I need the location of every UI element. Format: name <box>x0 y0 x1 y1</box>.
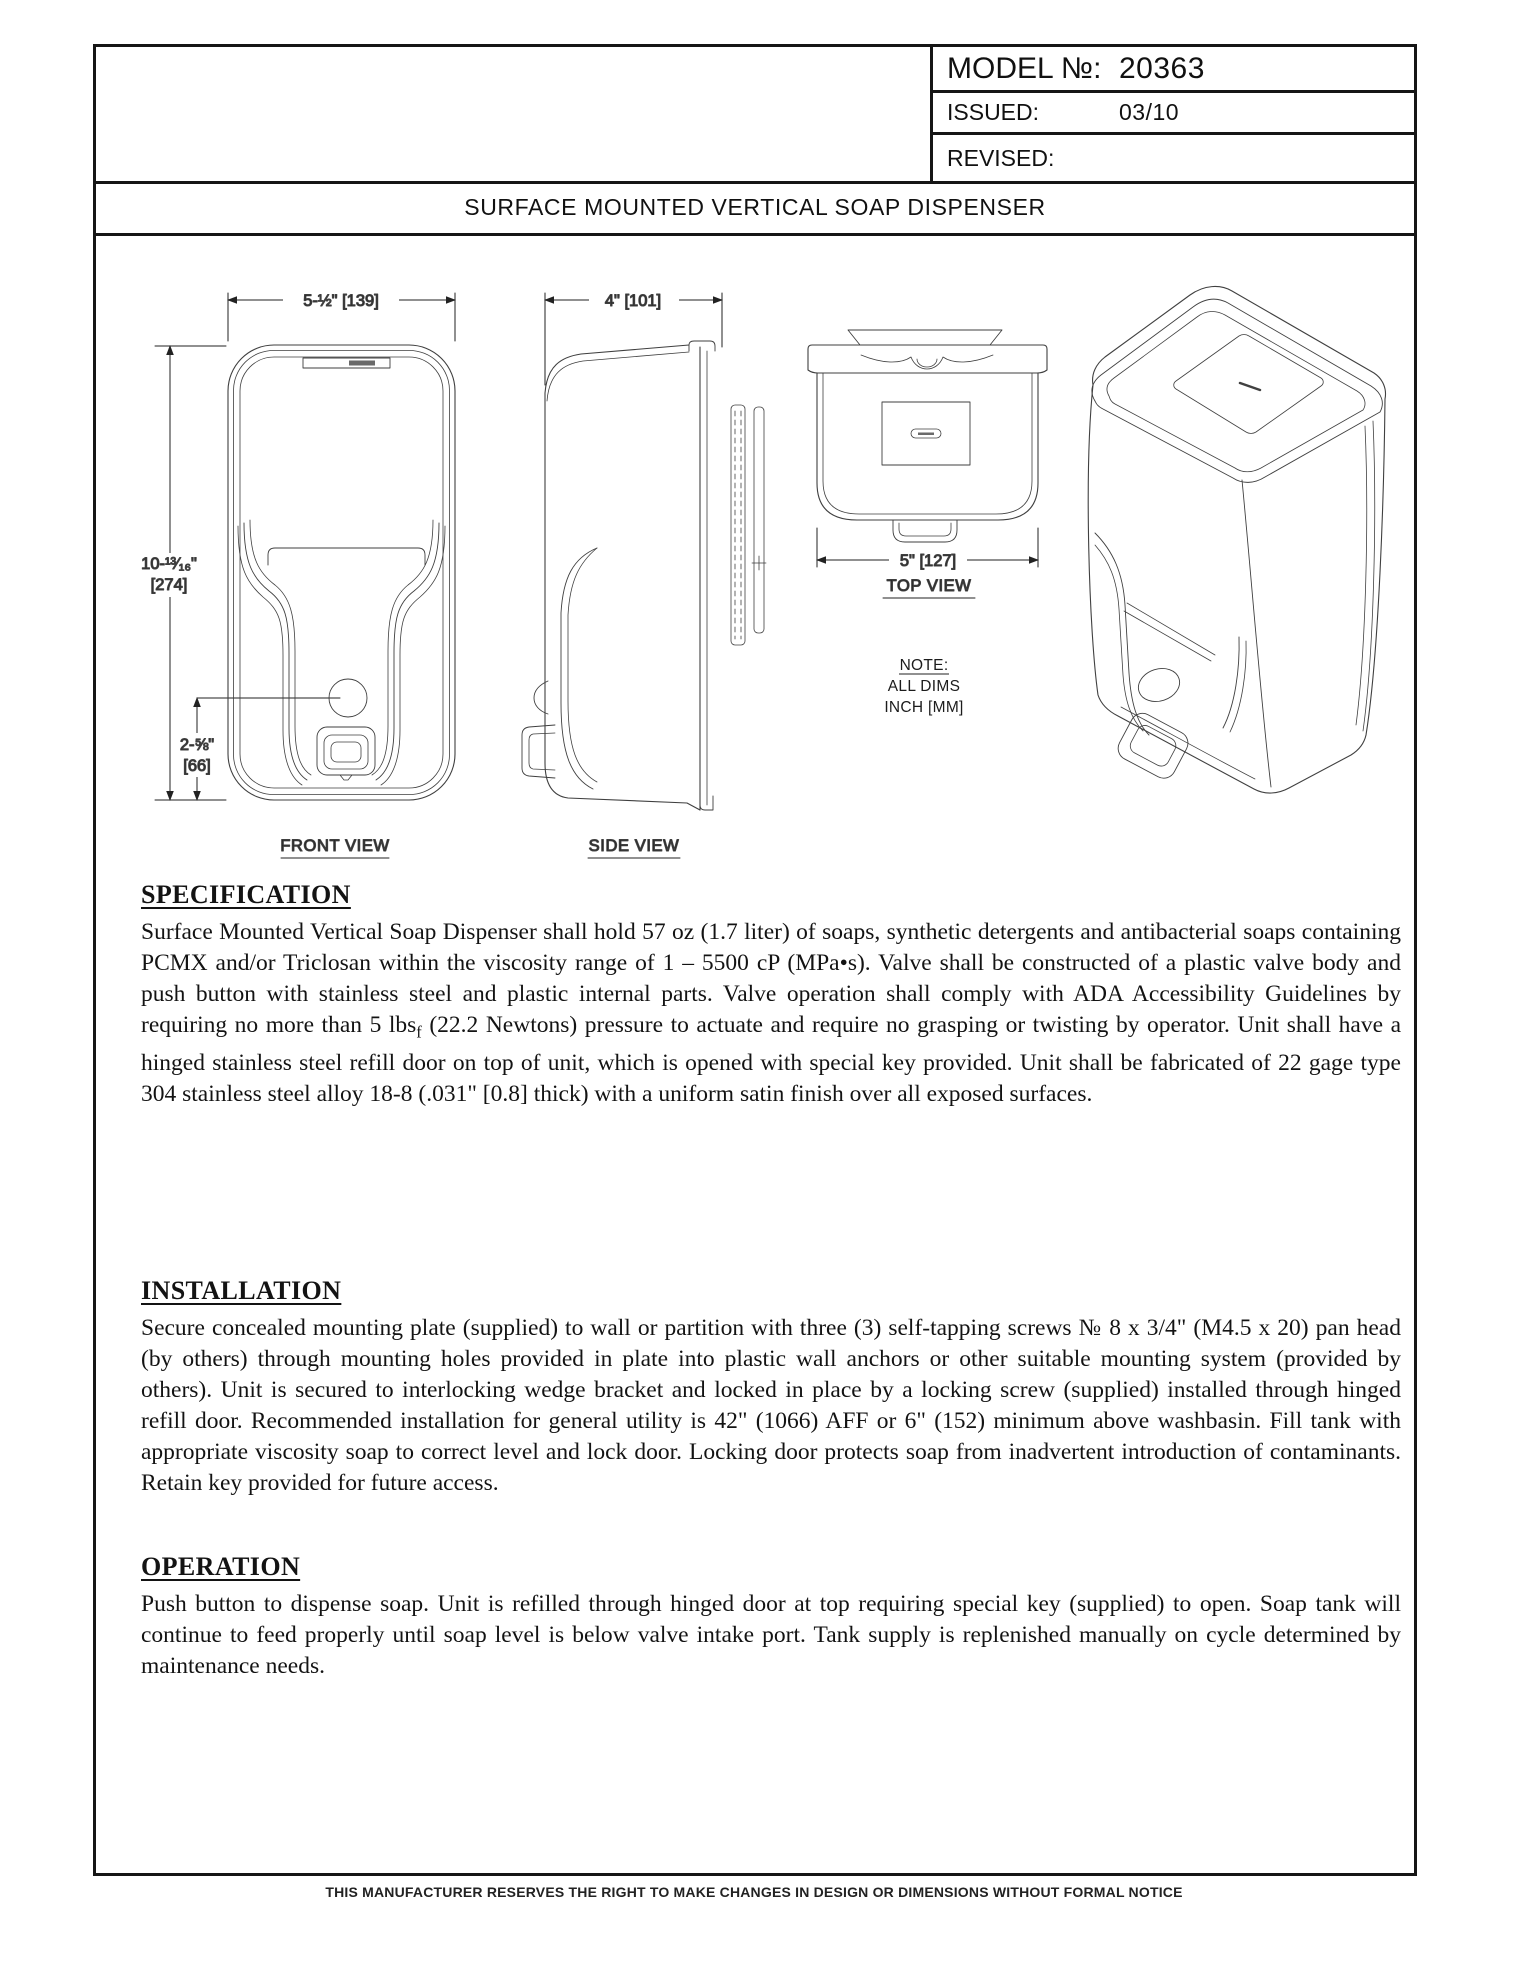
side-depth-dim: 4" [101] <box>604 292 662 310</box>
side-view-drawing <box>522 289 766 858</box>
operation-heading: OPERATION <box>141 1552 301 1581</box>
page-title: SURFACE MOUNTED VERTICAL SOAP DISPENSER <box>96 181 1414 236</box>
top-view-drawing <box>808 330 1047 598</box>
perspective-view-drawing <box>1088 286 1385 793</box>
installation-section <box>141 1276 1401 1499</box>
model-row <box>933 47 1414 93</box>
note-block <box>884 657 963 716</box>
installation-body: Secure concealed mounting plate (supplied) to wall or partition with three (3) self-tapping screws № 8 x 3/4" (M4.5 x 20) pan head (by others) through mounting holes provided in plate into plastic wall anchors or other suitable mounting system (provided by others). Unit is secured to interlocking wedge bracket and locked in place by a locking screw (supplied) installed through hinged refill door. Recommended installation for general utility is 42" (1066) AFF or 6" (152) minimum above washbasin. Fill tank with appropriate viscosity soap to correct level and lock door. Locking door protects soap from inadvertent introduction of contaminants. Retain key provided for future access. <box>141 1315 1401 1496</box>
side-view-label: SIDE VIEW <box>588 837 680 855</box>
specification-section <box>141 880 1401 1110</box>
revised-row <box>933 135 1414 181</box>
operation-body: Push button to dispense soap. Unit is refilled through hinged door at top requiring special key (supplied) to open. Soap tank will continue to feed properly until soap level is below valve intake port. Tank supply is replenished manually on cycle determined by maintenance needs. <box>141 1591 1401 1679</box>
specification-body <box>141 917 1401 1110</box>
note-line3: INCH [MM] <box>884 699 964 716</box>
top-width-dim: 5" [127] <box>899 552 957 570</box>
front-view-drawing <box>131 289 455 858</box>
specification-heading: SPECIFICATION <box>141 880 351 909</box>
front-width-dim: 5-½" [139] <box>303 292 379 310</box>
logo-area <box>96 47 930 181</box>
front-height-dim-mm: [274] <box>150 576 188 594</box>
technical-drawing <box>93 233 1415 881</box>
model-value: 20363 <box>1119 51 1205 85</box>
operation-section <box>141 1552 1401 1682</box>
issued-value: 03/10 <box>1119 99 1180 125</box>
issued-row <box>933 93 1414 135</box>
top-view-label: TOP VIEW <box>886 577 972 595</box>
specification-body-part2: (22.2 Newtons) pressure to actuate and require no grasping or twisting by operator. Unit shall have a hinged stainless steel refill door on top of unit, which is opened with special key provided. Unit shall be fabricated of 22 gage type 304 stainless steel alloy 18-8 (.031" [0.8] thick) with a uniform satin finish over all exposed surfaces. <box>141 1012 1402 1107</box>
front-height-dim-in: 10-¹³⁄₁₆" <box>141 555 197 573</box>
installation-heading: INSTALLATION <box>141 1276 342 1305</box>
model-label: MODEL №: <box>947 51 1102 85</box>
front-spout-dim-in: 2-⅝" <box>179 736 215 754</box>
front-spout-dim-mm: [66] <box>183 757 211 775</box>
push-button-perspective <box>1134 663 1184 706</box>
specification-body-part1: Surface Mounted Vertical Soap Dispenser shall hold 57 oz (1.7 liter) of soaps, synthetic detergents and antibacterial soaps containing PCMX and/or Triclosan within the viscosity range of 1 – 5500 cP (MPa•s). Valve shall be constructed of a plastic valve body and push button with stainless steel and plastic internal parts. Valve operation shall comply with ADA Accessibility Guidelines by requiring no more than 5 lbs <box>141 919 1401 1038</box>
note-line2: ALL DIMS <box>887 678 961 695</box>
revised-label: REVISED: <box>947 144 1055 171</box>
note-line1: NOTE: <box>899 657 949 674</box>
footer-disclaimer: THIS MANUFACTURER RESERVES THE RIGHT TO MAKE CHANGES IN DESIGN OR DIMENSIONS WITHOUT FORMAL NOTICE <box>325 1884 1183 1900</box>
lbs-subscript: f <box>416 1022 422 1042</box>
push-button-side <box>534 681 548 714</box>
header-band <box>96 47 1414 184</box>
title-block <box>930 47 1414 181</box>
front-view-label: FRONT VIEW <box>280 837 390 855</box>
refill-door-top <box>1174 335 1324 434</box>
issued-label: ISSUED: <box>947 99 1040 125</box>
